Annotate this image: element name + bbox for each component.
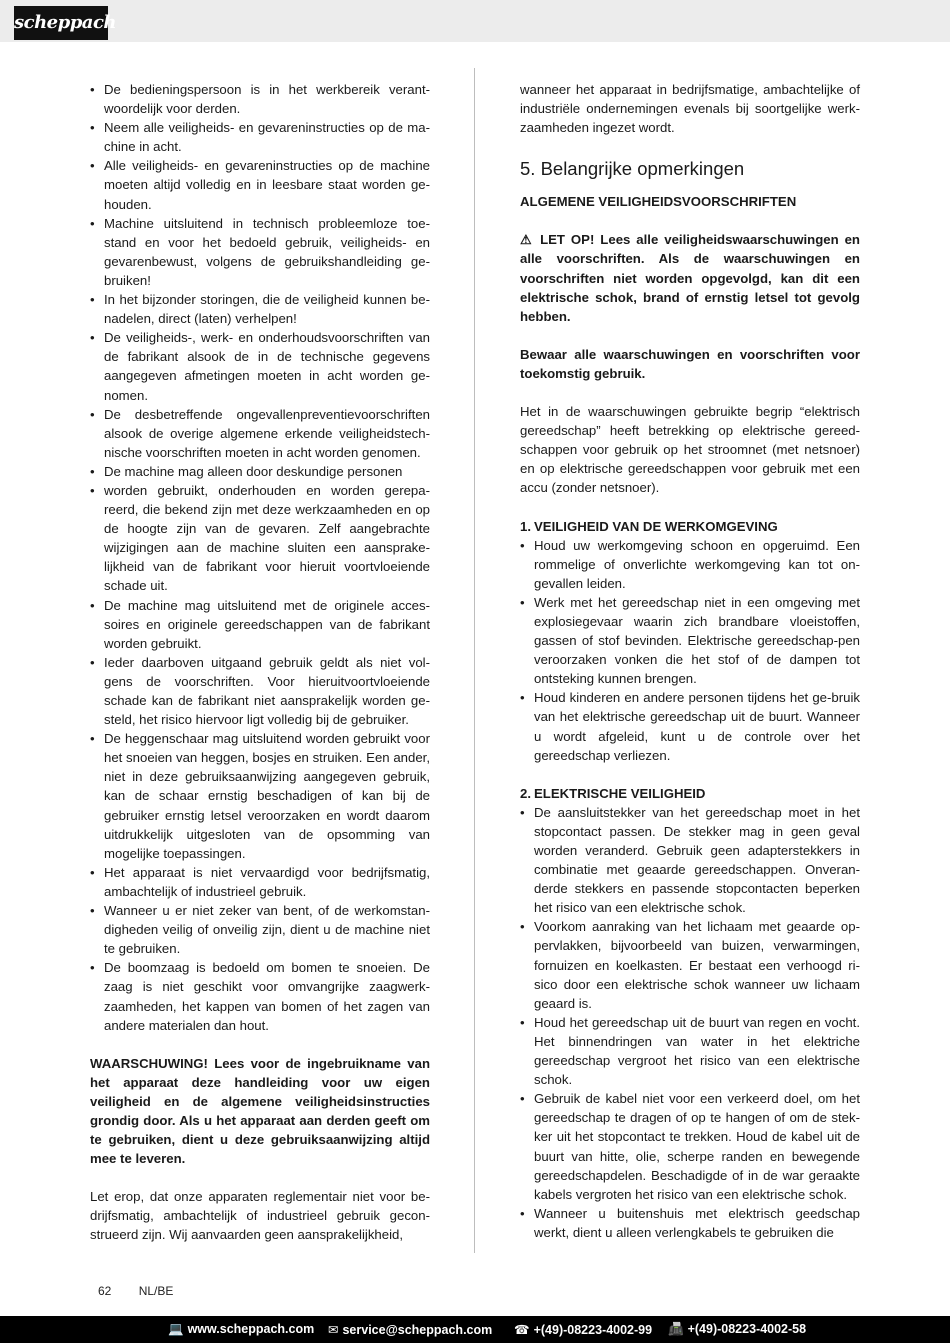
mail-icon: ✉ <box>328 1323 339 1337</box>
section2-bullet-list <box>520 803 860 1242</box>
fax-number: +(49)-08223-4002-58 <box>687 1322 807 1336</box>
definition-paragraph: Het in de waarschuwingen gebruikte begrip “elektrisch gereedschap” heeft betrekking op elektrische gereed-schappen voor gebruik op het stroomnet (met netsnoer) en op elektrische gereedschappen voor gebruik met een accu (zonder netsnoer). <box>520 404 860 496</box>
phone-icon: ☎ <box>514 1323 530 1337</box>
list-item: • De aansluitstekker van het gereedschap moet in het stopcontact passen. De stekker mag in geen geval worden veranderd. Gebruik geen adapterstekkers in combinatie met geaarde gereedschappen. Onveran-derde stekkers en passende stopcontacten beperken het risico van een elektrische schok. <box>520 803 860 918</box>
email-item[interactable] <box>328 1322 492 1337</box>
left-bullet-list <box>90 80 430 1035</box>
list-item: • Machine uitsluitend in technisch probleemloze toe-stand en voor het bedoeld gebruik, veiligheids- en gevarenbewust, volgens de gebruikshandleiding ge-bruiken! <box>90 214 430 290</box>
safety-subheading: ALGEMENE VEILIGHEIDSVOORSCHRIFTEN <box>520 194 797 210</box>
scheppach-logo: scheppach <box>14 6 108 40</box>
list-item: • worden gebruikt, onderhouden en worden gerepa-reerd, die bekend zijn met deze werkzaamheden en op de hoogte zijn van de gevaren. Zelf aangebrachte wijzigingen aan de machine sluiten een aansprake-lijkheid van de fabrikant voor hieruit voortvloeiende schade uit. <box>90 481 430 596</box>
section1-title: VEILIGHEID VAN DE WERKOMGEVING <box>534 518 778 534</box>
email-link[interactable]: service@scheppach.com <box>342 1323 493 1337</box>
list-item: • Houd kinderen en andere personen tijdens het ge-bruik van het elektrische gereedschap uit de buurt. Wanneer u wordt afgeleid, kunt u de controle over het gereedschap verliezen. <box>520 688 860 764</box>
list-item: • Alle veiligheids- en gevareninstructies op de machine moeten altijd volledig en in leesbare staat worden ge-houden. <box>90 156 430 213</box>
list-item: • Wanneer u buitenshuis met elektrisch geedschap werkt, dient u alleen verlengkabels te gebruiken die <box>520 1204 860 1242</box>
section1-heading <box>520 517 860 536</box>
continuation-paragraph: wanneer het apparaat in bedrijfsmatige, ambachtelijke of industriële ondernemingen evenals bij soortgelijke werk-zaamheden ingezet wordt. <box>520 82 860 136</box>
section1-number: 1. <box>520 518 531 534</box>
fax-icon: 📠 <box>668 1322 684 1336</box>
attention-text: LET OP! Lees alle veiligheidswaarschuwingen en alle voorschriften. Als de waarschuwingen en voorschriften niet worden opgevolgd, kan dit een elektrische schok, brand of ernstig letsel tot gevolg hebben. <box>520 232 860 324</box>
left-column <box>90 80 430 1245</box>
section2-heading <box>520 784 860 803</box>
warning-paragraph: WAARSCHUWING! Lees voor de ingebruikname van het apparaat deze handleiding voor uw eigen veiligheid en de algemene veiligheidsinstructies grondig door. Als u het apparaat aan derden geeft om te gebruiken, dient u deze gebruiksaanwijzing altijd mee te leveren. <box>90 1055 430 1167</box>
list-item: • De boomzaag is bedoeld om bomen te snoeien. De zaag is niet geschikt voor omvangrijke zaagwerk-zaamheden, het kappen van bomen of het zagen van andere materialen dan hout. <box>90 958 430 1034</box>
section1-bullet-list <box>520 536 860 765</box>
list-item: • Ieder daarboven uitgaand gebruik geldt als niet vol-gens de voorschriften. Voor hieruitvoortvloeiende schade kan de fabrikant niet aansprakelijk worden ge-steld, het risico hiervoor ligt volledig bij de gebruiker. <box>90 653 430 729</box>
list-item: • De heggenschaar mag uitsluitend worden gebruikt voor het snoeien van heggen, bosjes en struiken. Een ander, niet in deze gebruiksaanwijzing aangegeven gebruik, kan de schaar ernstig beschadigen of kan bij de gebruiker ernstig letsel veroorzaken en wordt daarom uitdrukkelijk uitgesloten van de opsomming van mogelijke toepassingen. <box>90 729 430 863</box>
list-item: • Het apparaat is niet vervaardigd voor bedrijfsmatig, ambachtelijk of industrieel gebruik. <box>90 863 430 901</box>
closing-paragraph: Let erop, dat onze apparaten reglementair niet voor be-drijfsmatig, ambachtelijk of industrieel gebruik gecon-strueerd zijn. Wij aanvaarden geen aansprakelijkheid, <box>90 1189 430 1243</box>
keep-paragraph: Bewaar alle waarschuwingen en voorschriften voor toekomstig gebruik. <box>520 346 860 381</box>
right-column <box>520 80 860 1242</box>
list-item: • De desbetreffende ongevallenpreventievoorschriften alsook de overige algemene erkende veiligheidstech-nische voorschriften moeten in acht worden genomen. <box>90 405 430 462</box>
language-code: NL/BE <box>138 1284 174 1298</box>
list-item: • Houd uw werkomgeving schoon en opgeruimd. Een rommelige of onverlichte werkomgeving kan tot on-gevallen leiden. <box>520 536 860 593</box>
column-divider <box>474 68 475 1253</box>
website-item[interactable] <box>168 1322 314 1337</box>
list-item: • Gebruik de kabel niet voor een verkeerd doel, om het gereedschap te dragen of op te hangen of om de stek-ker uit het stopcontact te trekken. Houd de kabel uit de buurt van hitte, olie, scherpe randen en bewegende gereedschapdelen. Beschadigde of in de war geraakte kabels vergroten het risico van een elektrische schok. <box>520 1089 860 1204</box>
list-item: • Houd het gereedschap uit de buurt van regen en vocht. Het binnendringen van water in het elektriche gereedschap vergroot het risico van een elektrische schok. <box>520 1013 860 1089</box>
website-link[interactable]: www.scheppach.com <box>187 1322 315 1336</box>
top-bar <box>0 0 950 42</box>
section-title: 5. Belangrijke opmerkingen <box>520 158 745 180</box>
page-number: 62 <box>98 1284 112 1298</box>
list-item: • De machine mag uitsluitend met de originele acces-soires en originele gereedschappen van de fabrikant worden gebruikt. <box>90 596 430 653</box>
attention-paragraph <box>520 230 860 325</box>
list-item: • De bedieningspersoon is in het werkbereik verant-woordelijk voor derden. <box>90 80 430 118</box>
section2-number: 2. <box>520 785 531 801</box>
section2-title: ELEKTRISCHE VEILIGHEID <box>534 785 706 801</box>
computer-icon: 💻 <box>168 1322 184 1336</box>
page-footer <box>98 1284 173 1298</box>
list-item: • In het bijzonder storingen, die de veiligheid kunnen be-nadelen, direct (laten) verhelpen! <box>90 290 430 328</box>
list-item: • Wanneer u er niet zeker van bent, of de werkomstan-digheden veilig of onveilig zijn, dient u de machine niet te gebruiken. <box>90 901 430 958</box>
phone-number: +(49)-08223-4002-99 <box>533 1323 653 1337</box>
list-item: • Neem alle veiligheids- en gevareninstructies op de ma-chine in acht. <box>90 118 430 156</box>
list-item: • Werk met het gereedschap niet in een omgeving met explosiegevaar waarin zich brandbare vloeistoffen, gassen of stof bevinden. Elektrische gereedschap-pen veroorzaken vonken die het stof of de dampen tot ontsteking kunnen brengen. <box>520 593 860 688</box>
list-item: • Voorkom aanraking van het lichaam met geaarde op-pervlakken, bijvoorbeeld van buizen, verwarmingen, fornuizen en koelkasten. Er bestaat een verhoogd ri-sico door een elektrische schok wanneer uw lichaam geaard is. <box>520 917 860 1012</box>
list-item: • De veiligheids-, werk- en onderhoudsvoorschriften van de fabrikant alsook de in de technische gegevens aangegeven afmetingen moeten in acht worden ge-nomen. <box>90 328 430 404</box>
warning-triangle-icon: ⚠ <box>520 232 535 248</box>
fax-item <box>668 1322 806 1337</box>
list-item: • De machine mag alleen door deskundige personen <box>90 462 430 481</box>
phone-item <box>514 1322 652 1337</box>
contact-bar <box>0 1316 950 1343</box>
